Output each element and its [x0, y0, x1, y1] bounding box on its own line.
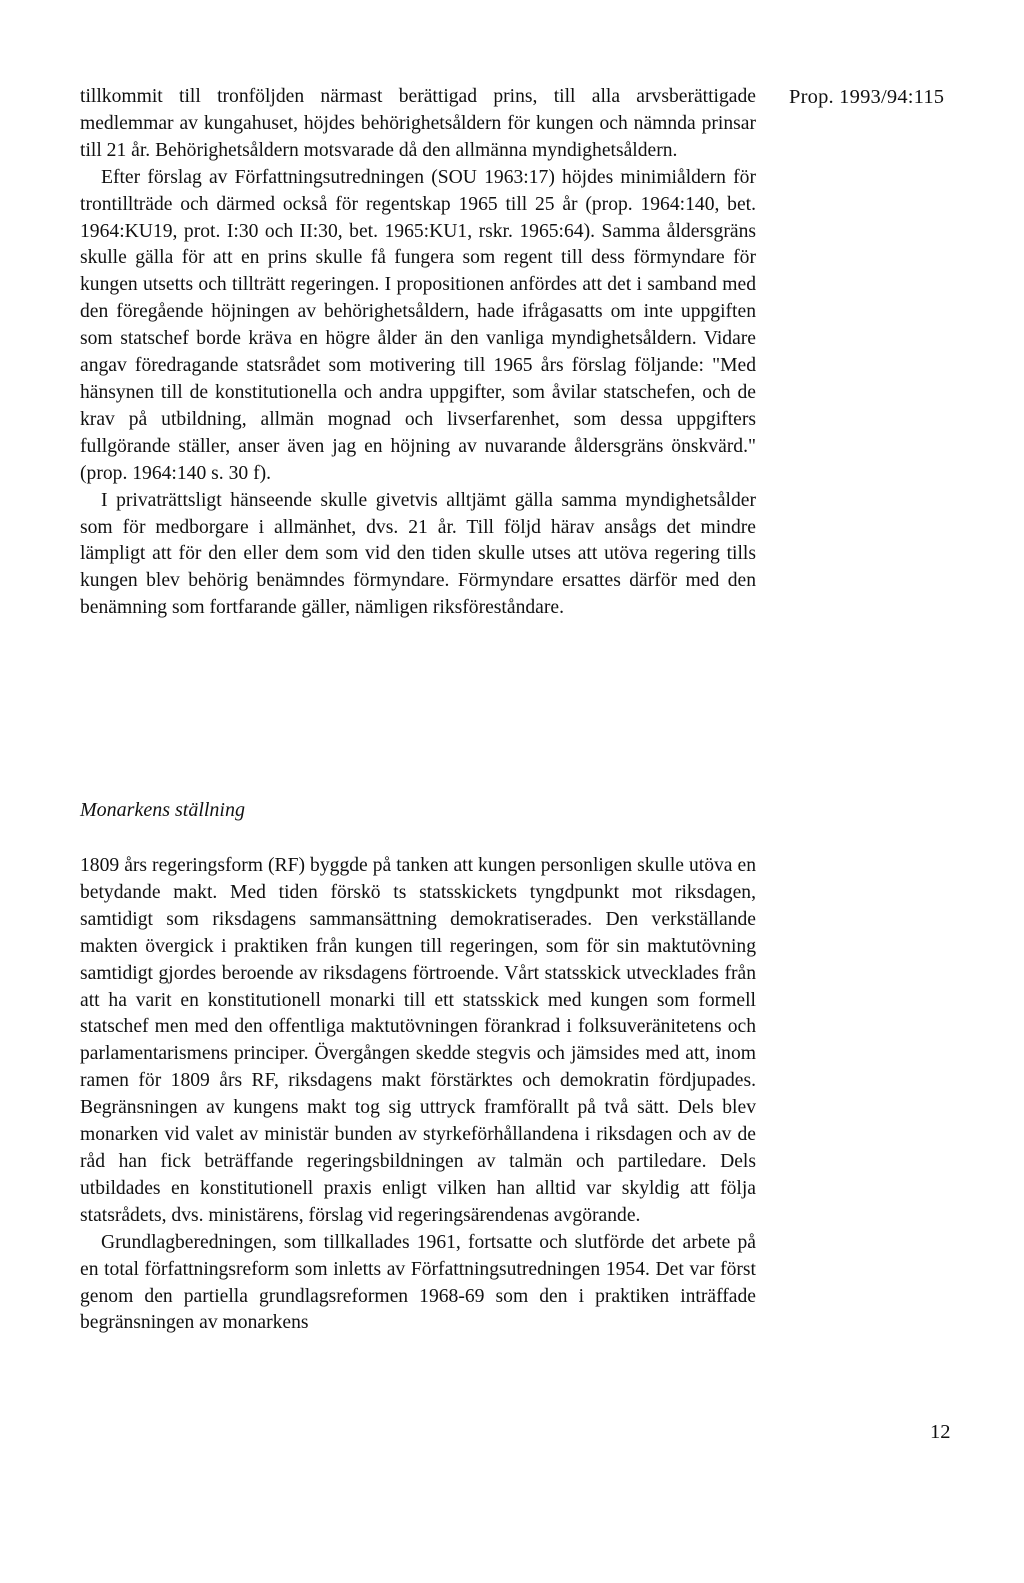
section-2-body	[80, 853, 756, 1337]
page-number: 12	[930, 1421, 951, 1443]
margin-reference: Prop. 1993/94:115	[789, 86, 945, 108]
paragraph: Grundlagberedningen, som tillkallades 1961, fortsatte och slutförde det arbete på en total författningsreform som inletts av Författningsutredningen 1954. Det var först genom den partiella grundlagsreformen 1968-69 som den i praktiken inträffade begränsningen av monarkens	[80, 1231, 756, 1334]
section-heading: Monarkens ställning	[80, 799, 245, 821]
section-1-body	[80, 84, 756, 622]
paragraph: Efter förslag av Författningsutredningen (SOU 1963:17) höjdes minimiåldern för trontillträde och därmed också för regentskap 1965 till 25 år (prop. 1964:140, bet. 1964:KU19, prot. I:30 och II:30, bet. 1965:KU1, rskr. 1965:64). Samma åldersgräns skulle gälla för att en prins skulle få fungera som regent till dess förmyndare för kungen utsetts och tillträtt regeringen. I propositionen anfördes att det i samband med den föregående höjningen av behörighetsåldern, hade ifrågasatts om inte uppgiften som statschef borde kräva en högre ålder än den vanliga myndighetsåldern. Vidare angav föredragande statsrådet som motivering till 1965 års förslag följande: "Med hänsynen till de konstitutionella och andra uppgifter, som åvilar statschefen, och de krav på utbildning, allmän mognad och livserfarenhet, som dessa uppgifters fullgörande ställer, anser även jag en höjning av nuvarande åldersgräns önskvärd." (prop. 1964:140 s. 30 f).	[80, 166, 756, 484]
paragraph: tillkommit till tronföljden närmast berättigad prins, till alla arvsberättigade medlemmar av kungahuset, höjdes behörighetsåldern för kungen och nämnda prinsar till 21 år. Behörighetsåldern motsvarade då den allmänna myndighetsåldern.	[80, 86, 756, 161]
paragraph: I privaträttsligt hänseende skulle givetvis alltjämt gälla samma myndighetsålder som för medborgare i allmänhet, dvs. 21 år. Till följd härav ansågs det mindre lämpligt att för den eller dem som vid den tiden skulle utses att utöva regering tills kungen blev behörig benämndes förmyndare. Förmyndare ersattes därför med den benämning som fortfarande gäller, nämligen riksföreståndare.	[80, 489, 756, 619]
paragraph: 1809 års regeringsform (RF) byggde på tanken att kungen personligen skulle utöva en betydande makt. Med tiden förskö ts statsskickets tyngdpunkt mot riksdagen, samtidigt som riksdagens sammansättning demokratiserades. Den verkställande makten övergick i praktiken från kungen till regeringen, som för sin maktutövning samtidigt gjordes beroende av riksdagens förtroende. Vårt statsskick utvecklades från att ha varit en konstitutionell monarki till ett statsskick med kungen som formell statschef men med den offentliga maktutövningen förankrad i folksuveränitetens och parlamentarismens principer. Övergången skedde stegvis och jämsides med att, inom ramen för 1809 års RF, riksdagens makt förstärktes och demokratin fördjupades. Begränsningen av kungens makt tog sig uttryck framförallt på två sätt. Dels blev monarken vid valet av ministär bunden av styrkeförhållandena i riksdagen och av de råd han fick beträffande regeringsbildningen av talmän och partiledare. Dels utbildades en konstitutionell praxis enligt vilken han alltid var skyldig att följa statsrådets, dvs. ministärens, förslag vid regeringsärendenas avgörande.	[80, 855, 756, 1226]
